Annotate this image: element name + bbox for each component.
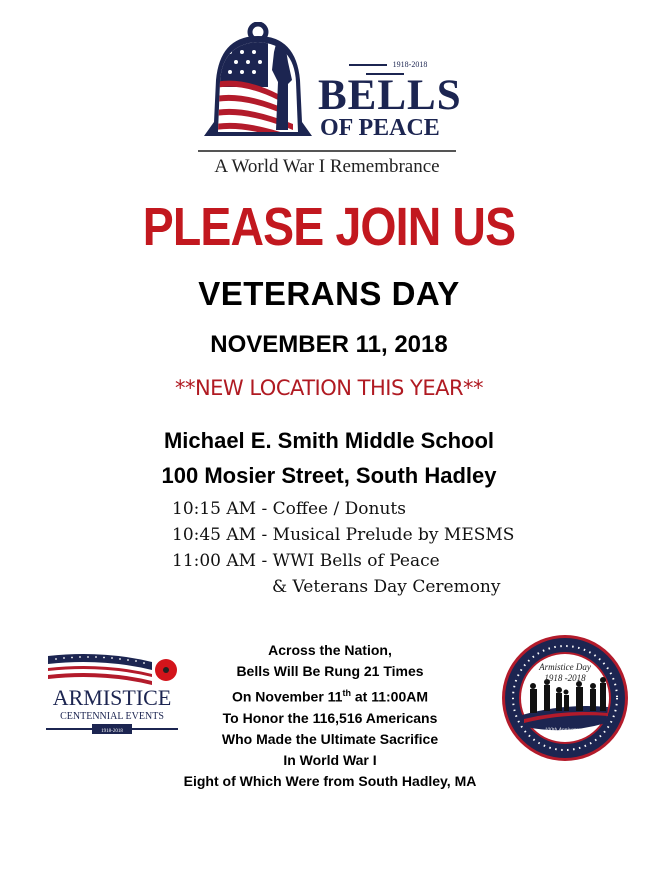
logo-subtitle: A World War I Remembrance [214, 156, 440, 177]
schedule-item: 10:45 AM - Musical Prelude by MESMS [172, 525, 515, 545]
message-line: Bells Will Be Rung 21 Times [236, 663, 424, 680]
venue-address: 100 Mosier Street, South Hadley [161, 463, 497, 488]
message-line: Who Made the Ultimate Sacrifice [221, 730, 439, 747]
message-text: On November 11 [231, 688, 343, 705]
armistice-subtitle: CENTENNIAL EVENTS [60, 711, 164, 722]
schedule-time: 11:00 AM [172, 551, 257, 571]
new-location-notice: **NEW LOCATION THIS YEAR** [174, 376, 484, 400]
schedule-item: 11:00 AM - WWI Bells of Peace [172, 551, 440, 571]
seal-title: Armistice Day [539, 662, 591, 672]
ordinal-suffix: th [342, 687, 351, 698]
seal-anniversary: 100th Anniversary [544, 727, 586, 733]
message-text: at 11:00AM [350, 688, 429, 705]
armistice-years: 1918-2018 [101, 729, 123, 734]
schedule-time: 10:15 AM [172, 499, 257, 519]
message-line: Across the Nation, [268, 642, 392, 658]
armistice-title: ARMISTICE [52, 685, 172, 710]
logo-divider [198, 150, 456, 152]
schedule-continuation: & Veterans Day Ceremony [272, 577, 501, 597]
venue-name: Michael E. Smith Middle School [163, 428, 495, 453]
schedule-item: 10:15 AM - Coffee / Donuts [172, 499, 406, 519]
event-name: VETERANS DAY [198, 275, 460, 312]
message-line: Eight of Which Were from South Hadley, MA [183, 773, 477, 790]
message-line [130, 683, 530, 708]
remembrance-message [130, 640, 530, 793]
event-date: NOVEMBER 11, 2018 [210, 331, 448, 358]
message-line: In World War I [283, 752, 377, 769]
schedule [172, 496, 514, 600]
bells-of-peace-logo [198, 22, 462, 182]
schedule-time: 10:45 AM [172, 525, 257, 545]
logo-title-of-peace: OF PEACE [320, 115, 440, 141]
headline: PLEASE JOIN US [142, 197, 516, 257]
schedule-activity: Coffee / Donuts [272, 499, 406, 519]
logo-title-bells: BELLS [318, 72, 462, 119]
bell-with-flag-and-soldier-icon [198, 22, 318, 147]
logo-years: 1918-2018 [320, 60, 450, 78]
schedule-activity: WWI Bells of Peace [272, 551, 440, 571]
seal-years: 1918 -2018 [544, 673, 586, 683]
message-line: To Honor the 116,516 Americans [222, 709, 438, 726]
schedule-activity: Musical Prelude by MESMS [272, 525, 515, 545]
